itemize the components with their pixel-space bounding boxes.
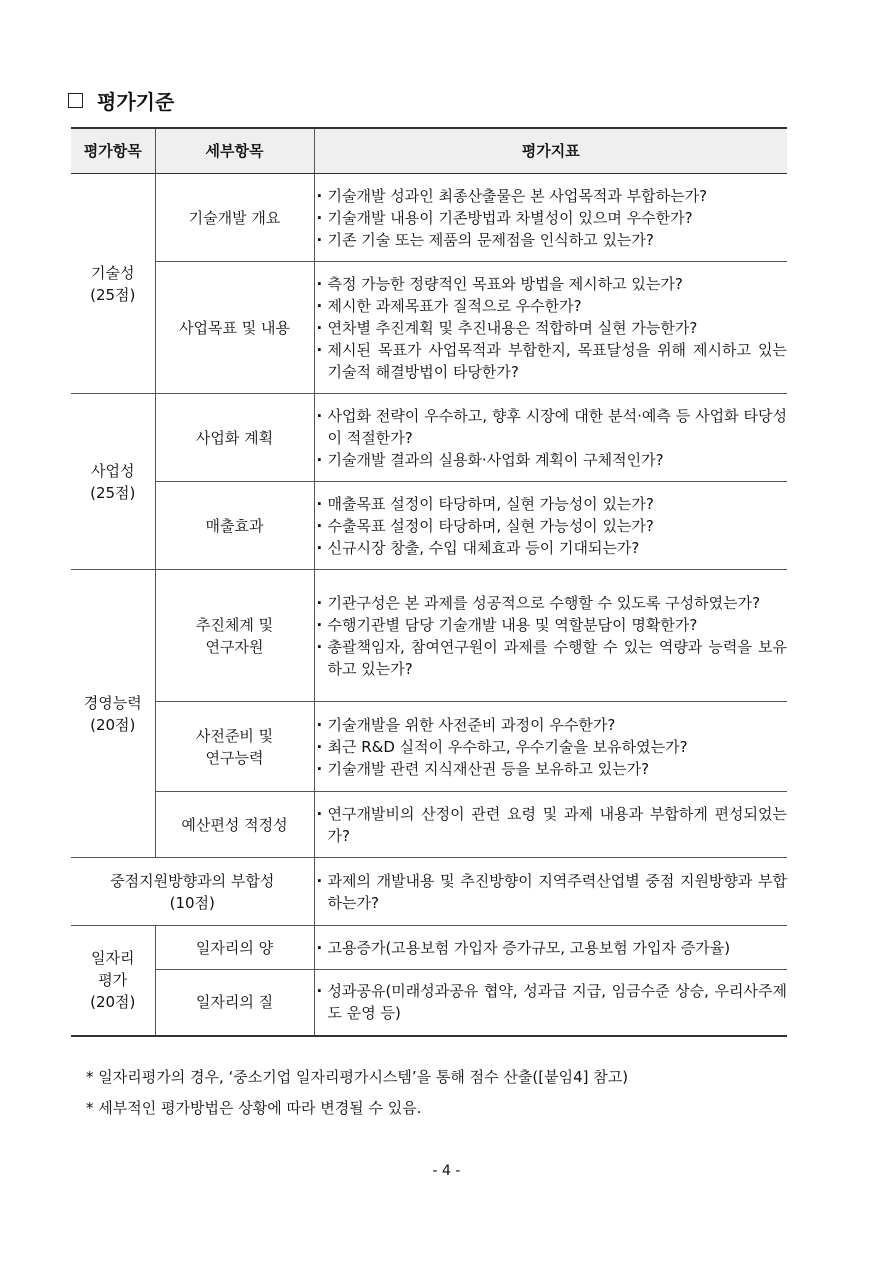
category-label: (20점) — [90, 993, 136, 1012]
indicator-list — [315, 405, 788, 471]
table-row — [71, 702, 787, 792]
subitem-cell — [155, 174, 314, 262]
subitem-label: 기술개발 개요 — [188, 208, 281, 227]
indicator-item: · 기술개발 내용이 기존방법과 차별성이 있으며 우수한가? — [315, 207, 788, 229]
subitem-label: 일자리의 질 — [195, 993, 274, 1012]
subitem-label: 일자리의 양 — [195, 938, 274, 957]
section-title-text: 평가기준 — [97, 90, 175, 114]
subitem-label: 매출효과 — [205, 516, 264, 535]
subitem-label: 사업화 계획 — [195, 428, 274, 447]
subitem-cell — [155, 262, 314, 394]
category-cell — [71, 858, 314, 926]
subitem-cell — [155, 792, 314, 858]
table-row — [71, 482, 787, 570]
indicator-cell — [314, 570, 787, 702]
indicator-item: · 과제의 개발내용 및 추진방향이 지역주력산업별 중점 지원방향과 부합하는가? — [315, 870, 788, 914]
indicator-list — [315, 870, 788, 914]
subitem-label: 사업목표 및 내용 — [179, 318, 290, 337]
indicator-item: · 수출목표 설정이 타당하며, 실현 가능성이 있는가? — [315, 515, 788, 537]
footnotes — [86, 1062, 628, 1124]
indicator-item: · 총괄책임자, 참여연구원이 과제를 수행할 수 있는 역량과 능력을 보유하고 있는가? — [315, 636, 788, 680]
indicator-item: · 매출목표 설정이 타당하며, 실현 가능성이 있는가? — [315, 493, 788, 515]
indicator-cell — [314, 394, 787, 482]
indicator-item: · 사업화 전략이 우수하고, 향후 시장에 대한 분석·예측 등 사업화 타당성이 적절한가? — [315, 405, 788, 449]
subitem-label: 사전준비 및 — [195, 726, 274, 745]
indicator-item: · 기술개발 결과의 실용화·사업화 계획이 구체적인가? — [315, 449, 788, 471]
category-label: 평가 — [98, 971, 128, 990]
indicator-cell — [314, 174, 787, 262]
indicator-item: · 고용증가(고용보험 가입자 증가규모, 고용보험 가입자 증가율) — [315, 937, 788, 959]
evaluation-criteria-table — [71, 127, 787, 1037]
indicator-list — [315, 493, 788, 559]
indicator-list — [315, 273, 788, 383]
header-category: 평가항목 — [71, 128, 155, 174]
table-row — [71, 792, 787, 858]
subitem-label: 예산편성 적정성 — [181, 815, 288, 834]
indicator-item: · 제시한 과제목표가 질적으로 우수한가? — [315, 295, 788, 317]
indicator-item: · 연차별 추진계획 및 추진내용은 적합하며 실현 가능한가? — [315, 317, 788, 339]
indicator-cell — [314, 926, 787, 970]
indicator-list — [315, 803, 788, 847]
indicator-list — [315, 980, 788, 1024]
category-cell — [71, 926, 155, 1036]
category-label: (25점) — [90, 483, 136, 502]
indicator-cell — [314, 702, 787, 792]
indicator-item: · 기술개발 관련 지식재산권 등을 보유하고 있는가? — [315, 758, 788, 780]
subitem-cell — [155, 570, 314, 702]
section-title — [68, 86, 174, 115]
table-header-row — [71, 128, 787, 174]
table-row — [71, 394, 787, 482]
indicator-list — [315, 937, 788, 959]
subitem-label: 추진체계 및 — [195, 615, 274, 634]
category-label: (25점) — [90, 285, 136, 304]
subitem-label: 연구자원 — [205, 637, 264, 656]
category-label: 기술성 — [91, 263, 135, 282]
table-row — [71, 970, 787, 1036]
category-label: (20점) — [90, 715, 136, 734]
category-cell — [71, 174, 155, 394]
indicator-item: · 신규시장 창출, 수입 대체효과 등이 기대되는가? — [315, 537, 788, 559]
checkbox-icon — [68, 93, 83, 108]
indicator-cell — [314, 858, 787, 926]
header-subitem: 세부항목 — [155, 128, 314, 174]
category-label: 일자리 — [91, 949, 135, 968]
indicator-item: · 성과공유(미래성과공유 협약, 성과급 지급, 임금수준 상승, 우리사주제도 운영 등) — [315, 980, 788, 1024]
subitem-label: 연구능력 — [205, 748, 264, 767]
indicator-item: · 기술개발을 위한 사전준비 과정이 우수한가? — [315, 714, 788, 736]
indicator-item: · 최근 R&D 실적이 우수하고, 우수기술을 보유하였는가? — [315, 736, 788, 758]
subitem-cell — [155, 926, 314, 970]
table-row — [71, 926, 787, 970]
indicator-list — [315, 185, 788, 251]
subitem-cell — [155, 394, 314, 482]
indicator-cell — [314, 792, 787, 858]
category-label: 경영능력 — [83, 693, 142, 712]
indicator-list — [315, 592, 788, 680]
category-cell — [71, 570, 155, 858]
table-row — [71, 174, 787, 262]
indicator-item: · 측정 가능한 정량적인 목표와 방법을 제시하고 있는가? — [315, 273, 788, 295]
indicator-item: · 제시된 목표가 사업목적과 부합한지, 목표달성을 위해 제시하고 있는 기술적 해결방법이 타당한가? — [315, 339, 788, 383]
footnote: * 일자리평가의 경우, ‘중소기업 일자리평가시스템’을 통해 점수 산출([붙임4] 참고) — [86, 1068, 629, 1086]
table-row — [71, 262, 787, 394]
category-label: 사업성 — [91, 461, 135, 480]
indicator-item: · 기존 기술 또는 제품의 문제점을 인식하고 있는가? — [315, 229, 788, 251]
indicator-cell — [314, 482, 787, 570]
footnote: * 세부적인 평가방법은 상황에 따라 변경될 수 있음. — [86, 1099, 422, 1117]
category-label: 중점지원방향과의 부합성 — [110, 871, 275, 890]
table-row — [71, 858, 787, 926]
indicator-item: · 수행기관별 담당 기술개발 내용 및 역할분담이 명확한가? — [315, 614, 788, 636]
subitem-cell — [155, 702, 314, 792]
category-label: (10점) — [169, 893, 215, 912]
subitem-cell — [155, 482, 314, 570]
page-number: - 4 - — [432, 1163, 461, 1179]
category-cell — [71, 394, 155, 570]
header-indicator: 평가지표 — [314, 128, 787, 174]
indicator-item: · 기관구성은 본 과제를 성공적으로 수행할 수 있도록 구성하였는가? — [315, 592, 788, 614]
indicator-item: · 연구개발비의 산정이 관련 요령 및 과제 내용과 부합하게 편성되었는가? — [315, 803, 788, 847]
indicator-item: · 기술개발 성과인 최종산출물은 본 사업목적과 부합하는가? — [315, 185, 788, 207]
subitem-cell — [155, 970, 314, 1036]
indicator-cell — [314, 262, 787, 394]
indicator-list — [315, 714, 788, 780]
indicator-cell — [314, 970, 787, 1036]
table-row — [71, 570, 787, 702]
